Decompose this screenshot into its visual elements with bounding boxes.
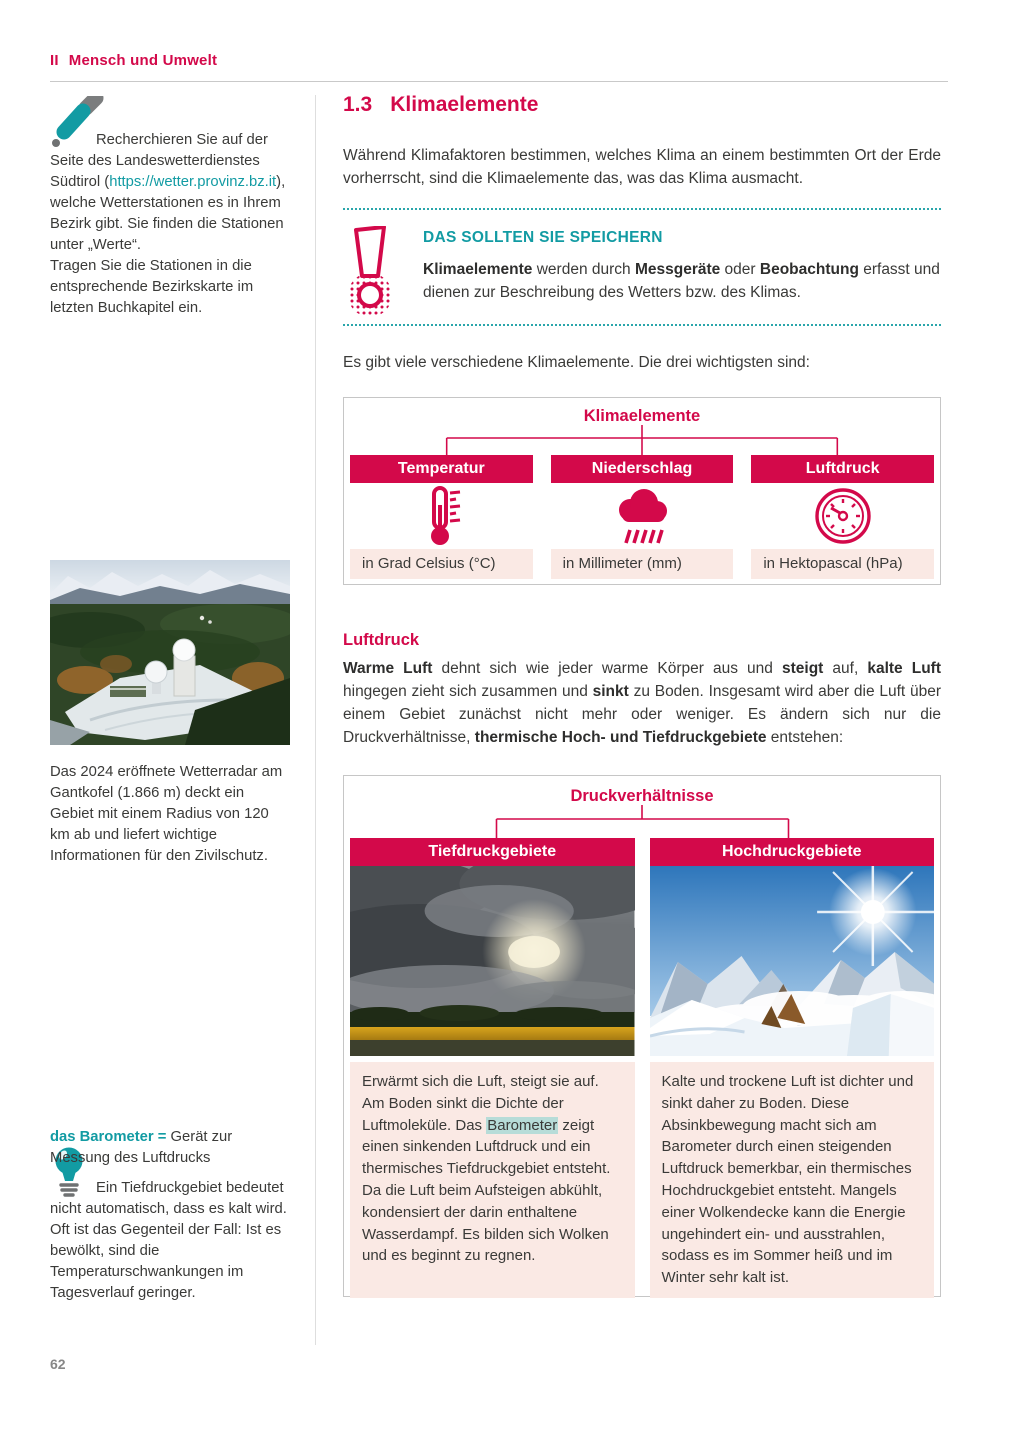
tip-tiefdruck-text: Ein Tiefdruckgebiet bedeutet nicht automatisch, dass es kalt wird. Oft ist das Gegenteil der Fall: Ist es bewölkt, sind die Temperaturschwankungen im Tagesverlauf geringer. — [50, 1180, 287, 1301]
unit-label: in Hektopascal (hPa) — [751, 549, 934, 579]
exclamation-icon — [343, 224, 423, 325]
luftdruck-paragraph — [343, 657, 941, 749]
weather-radar-photo — [50, 560, 290, 745]
column-niederschlag — [551, 455, 734, 579]
luft-bold-3: kalte Luft — [867, 660, 941, 677]
barometer-definition — [50, 1127, 290, 1169]
column-header: Luftdruck — [751, 455, 934, 483]
rain-cloud-icon — [551, 483, 734, 549]
diagram-title: Druckverhältnisse — [570, 787, 714, 805]
bracket-lines — [350, 805, 934, 838]
luft-text-1: dehnt sich wie jeder warme Körper aus und — [432, 660, 782, 677]
klimaelemente-diagram — [343, 397, 941, 585]
luft-bold-2: steigt — [782, 660, 824, 677]
sidebar — [50, 0, 290, 1301]
sunny-mountains-photo — [650, 866, 935, 1056]
memo-body — [423, 258, 941, 304]
research-text-2: ), welche Wetterstationen es in Ihrem Bezirk gibt. Sie finden die Stationen unter „Werte“. — [50, 174, 286, 253]
elements-intro: Es gibt viele verschiedene Klimaelemente. Die drei wichtigsten sind: — [343, 354, 810, 371]
column-hochdruckgebiete — [650, 838, 935, 1298]
column-header: Niederschlag — [551, 455, 734, 483]
column-temperatur — [350, 455, 533, 579]
luft-text-4: zu Boden. Insgesamt wird aber die Luft über einem Gebiet zunächst nicht mehr oder weniger. Es ändern sich nur die Druckverhältnisse, — [343, 683, 941, 746]
luft-text-2: auf, — [823, 660, 868, 677]
dotted-rule-bottom — [343, 324, 941, 326]
column-luftdruck — [751, 455, 934, 579]
tiefdruck-text — [362, 1071, 623, 1267]
column-divider — [315, 95, 316, 1345]
chapter-title: Mensch und Umwelt — [68, 52, 218, 69]
luftdruck-heading: Luftdruck — [343, 631, 420, 649]
unit-label: in Millimeter (mm) — [551, 549, 734, 579]
definition-term: das Barometer — [50, 1128, 154, 1145]
luft-bold-5: thermische Hoch- und Tiefdruckgebiete — [474, 729, 767, 746]
pressure-gauge-icon — [751, 483, 934, 549]
memo-box — [343, 224, 941, 325]
memo-text-2: oder — [720, 261, 760, 278]
memo-content — [423, 224, 941, 325]
unit-label: in Grad Celsius (°C) — [350, 549, 533, 579]
memo-text-1: werden durch — [532, 261, 635, 278]
luft-text-3: hingegen zieht sich zusammen und — [343, 683, 593, 700]
memo-bold-2: Messgeräte — [634, 261, 721, 278]
column-tiefdruckgebiete — [350, 838, 635, 1298]
definition-text: Gerät zur Messung des Luftdrucks — [50, 1128, 233, 1166]
druckverhaeltnisse-diagram — [343, 775, 941, 1297]
section-heading — [343, 92, 941, 118]
column-header: Temperatur — [350, 455, 533, 483]
intro-paragraph: Während Klimafaktoren bestimmen, welches Klima an einem bestimmten Ort der Erde vorherrscht, sind die Klimaelemente das, was das Klima ausmacht. — [343, 147, 941, 187]
page-number: 62 — [50, 1356, 66, 1372]
pencil-icon — [50, 96, 106, 161]
chapter-number: II — [50, 52, 59, 69]
memo-title: DAS SOLLTEN SIE SPEICHERN — [423, 229, 663, 246]
research-note-text-2: Tragen Sie die Stationen in die entsprechende Bezirkskarte im letzten Buchkapitel ein. — [50, 258, 254, 316]
tief-text-1: Erwärmt sich die Luft, steigt sie auf. Am Boden sinkt die Dichte der Luftmoleküle. Das — [362, 1073, 599, 1134]
thermometer-icon — [350, 483, 533, 549]
research-note — [50, 130, 290, 319]
section-number: 1.3 — [343, 93, 373, 116]
bracket-lines — [350, 425, 934, 455]
section-title: Klimaelemente — [390, 93, 539, 116]
luft-text-5: entstehen: — [766, 729, 844, 746]
definition-equals: = — [157, 1128, 167, 1145]
dotted-rule-top — [343, 208, 941, 210]
hochdruck-text: Kalte und trockene Luft ist dichter und sinkt daher zu Boden. Diese Absinkbewegung macht sich am Barometer durch einen steigenden Luftdruck bemerkbar, ein thermisches Hochdruckgebiet entsteht. Mangels einer Wolkendecke kann die Energie ungehindert ein- und ausstrahlen, sodass es im Sommer heiß und im Winter sehr kalt ist. — [661, 1073, 914, 1287]
diagram-columns — [350, 838, 934, 1298]
barometer-highlight: Barometer — [487, 1116, 558, 1134]
memo-text-3: erfasst und dienen zur Beschreibung des Wetters bzw. des Klimas. — [423, 261, 940, 301]
hochdruck-textbox — [650, 1062, 935, 1298]
diagram-title: Klimaelemente — [583, 407, 701, 425]
diagram-columns — [350, 455, 934, 579]
luft-bold-4: sinkt — [592, 683, 629, 700]
radar-photo-caption: Das 2024 eröffnete Wetterradar am Gantkofel (1.866 m) deckt ein Gebiet mit einem Radius von 120 km ab und liefert wichtige Informationen für den Zivilschutz. — [50, 764, 283, 864]
research-text-1: Recherchieren Sie auf der Seite des Landeswetterdienstes Südtirol ( — [50, 132, 268, 190]
column-header: Tiefdruckgebiete — [350, 838, 635, 866]
luft-bold-1: Warme Luft — [343, 660, 433, 677]
column-header: Hochdruckgebiete — [650, 838, 935, 866]
tip-tiefdruck — [50, 1178, 290, 1304]
memo-bold-3: Beobachtung — [759, 261, 859, 278]
tief-text-2: zeigt einen sinkenden Luftdruck und ein thermisches Tiefdruckgebiet entsteht. Da die Luft beim Aufsteigen abkühlt, kondensiert der darin enthaltene Wasserdampf. Es bilden sich Wolken und es beginnt zu regnen. — [362, 1116, 611, 1265]
storm-clouds-photo — [350, 866, 635, 1056]
tiefdruck-textbox — [350, 1062, 635, 1298]
memo-bold-1: Klimaelemente — [423, 261, 533, 278]
weather-service-link[interactable]: https://wetter.provinz.bz.it — [109, 174, 277, 190]
